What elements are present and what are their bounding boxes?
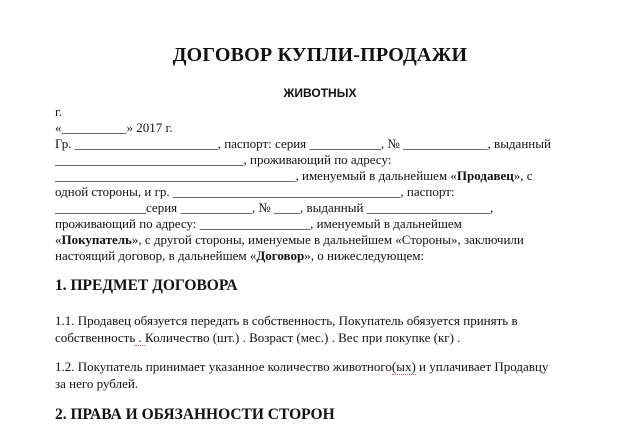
document-title: ДОГОВОР КУПЛИ-ПРОДАЖИ bbox=[172, 44, 468, 66]
intro-line bbox=[55, 248, 595, 264]
intro-line bbox=[55, 120, 595, 136]
document-subtitle: ЖИВОТНЫХ bbox=[283, 86, 357, 100]
seller-term: Продавец bbox=[456, 168, 514, 183]
buyer-term: Покупатель bbox=[61, 232, 132, 247]
spellcheck-mark: (ых) bbox=[391, 359, 416, 374]
clause-1-2-line: за него рублей. bbox=[55, 376, 139, 391]
intro-line-text: настоящий договор, в дальнейшем « bbox=[55, 248, 257, 263]
clause-text: и уплачивает Продавцу bbox=[415, 359, 549, 374]
clause-1-1-line bbox=[55, 329, 595, 346]
intro-line-text: », о нижеследующем: bbox=[304, 248, 425, 263]
contract-intro bbox=[55, 104, 595, 264]
intro-line bbox=[55, 152, 595, 168]
clause-1-1 bbox=[55, 312, 595, 346]
clause-1-1-line: 1.1. Продавец обязуется передать в собственность, Покупатель обязуется принять в bbox=[55, 313, 518, 328]
intro-line bbox=[55, 232, 595, 248]
intro-line-text: », с bbox=[513, 168, 533, 183]
intro-line-text: Гр. ______________________, паспорт: серия ___________, № _____________, выданный bbox=[55, 136, 551, 151]
intro-line bbox=[55, 216, 595, 232]
contract-term: Договор bbox=[256, 248, 305, 263]
intro-line-text: одной стороны, и гр. ___________________________________, паспорт: bbox=[55, 184, 455, 199]
clause-1-2 bbox=[55, 358, 595, 392]
section-1-heading: 1. ПРЕДМЕТ ДОГОВОРА bbox=[55, 277, 238, 294]
intro-line-text: _____________________________, проживающий по адресу: bbox=[55, 152, 392, 167]
intro-line-text: », с другой стороны, именуемые в дальнейшем «Стороны», заключили bbox=[131, 232, 524, 247]
intro-line-text: «__________» 2017 г. bbox=[55, 120, 173, 135]
intro-line-text: г. bbox=[55, 104, 63, 119]
clause-1-2-line bbox=[55, 358, 595, 375]
intro-line bbox=[55, 136, 595, 152]
clause-text: 1.2. Покупатель принимает указанное количество животного bbox=[55, 359, 392, 374]
section-2-heading: 2. ПРАВА И ОБЯЗАННОСТИ СТОРОН bbox=[55, 406, 335, 423]
intro-line bbox=[55, 168, 595, 184]
intro-line bbox=[55, 200, 595, 216]
intro-line-text: _____________________________________, именуемый в дальнейшем « bbox=[55, 168, 457, 183]
intro-line-text: проживающий по адресу: _________________, именуемый в дальнейшем bbox=[55, 216, 462, 231]
spellcheck-mark: . bbox=[135, 330, 146, 345]
intro-line bbox=[55, 184, 595, 200]
clause-text: собственность bbox=[55, 330, 136, 345]
intro-line-text: ______________серия ___________, № ____, выданный ___________________, bbox=[55, 200, 494, 215]
clause-text: Количество (шт.) . Возраст (мес.) . Вес при покупке (кг) . bbox=[145, 330, 461, 345]
intro-line-text: « bbox=[55, 232, 62, 247]
intro-line bbox=[55, 104, 595, 120]
